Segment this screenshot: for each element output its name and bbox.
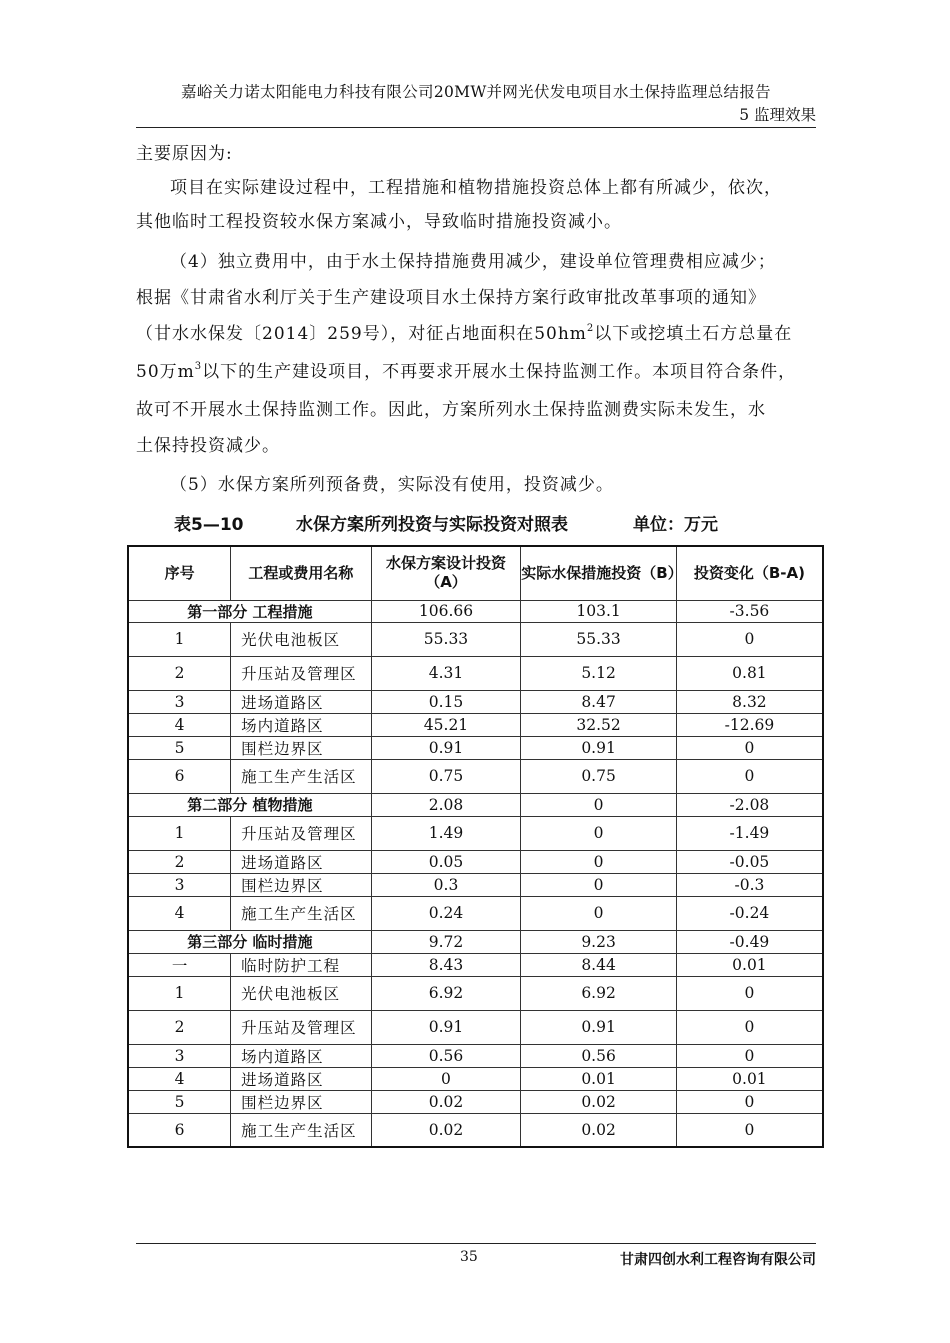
text-run: 以下的生产建设项目，不再要求开展水土保持监测工作。本项目符合条件， — [202, 362, 797, 382]
actual-investment-cell: 0.02 — [521, 1113, 677, 1147]
planned-investment-cell: 0.3 — [371, 873, 521, 896]
table-row — [128, 1113, 823, 1147]
item-name-cell: 升压站及管理区 — [231, 656, 372, 690]
investment-change-cell: -0.49 — [676, 930, 823, 953]
table-row — [128, 1090, 823, 1113]
table-row — [128, 690, 823, 713]
column-header: 实际水保措施投资（B） — [521, 546, 677, 600]
investment-change-cell: -3.56 — [676, 600, 823, 622]
table-row — [128, 736, 823, 759]
table-row — [128, 622, 823, 656]
paragraph-line — [136, 355, 816, 389]
header-title: 嘉峪关力诺太阳能电力科技有限公司20MW并网光伏发电项目水土保持监理总结报告 — [181, 83, 771, 101]
text-run: 以下或挖填土石方总量在 — [594, 324, 793, 344]
table-row — [128, 713, 823, 736]
seq-cell: 2 — [128, 850, 231, 873]
seq-cell: 2 — [128, 1010, 231, 1044]
actual-investment-cell: 103.1 — [521, 600, 677, 622]
table-row — [128, 1010, 823, 1044]
seq-cell: 2 — [128, 656, 231, 690]
investment-change-cell: 0 — [676, 736, 823, 759]
actual-investment-cell: 0.91 — [521, 736, 677, 759]
table-row — [128, 976, 823, 1010]
paragraph-line: （5）水保方案所列预备费，实际没有使用，投资减少。 — [170, 475, 614, 495]
item-name-cell: 升压站及管理区 — [231, 1010, 372, 1044]
investment-change-cell: 0.01 — [676, 1067, 823, 1090]
investment-comparison-table — [127, 545, 824, 1148]
planned-investment-cell: 0.91 — [371, 1010, 521, 1044]
planned-investment-cell: 2.08 — [371, 793, 521, 816]
actual-investment-cell: 0.75 — [521, 759, 677, 793]
seq-cell: 3 — [128, 1044, 231, 1067]
planned-investment-cell: 0.56 — [371, 1044, 521, 1067]
column-header: 投资变化（B-A) — [676, 546, 823, 600]
planned-investment-cell: 8.43 — [371, 953, 521, 976]
paragraph-line: 其他临时工程投资较水保方案减小，导致临时措施投资减小。 — [136, 212, 622, 232]
item-name-cell: 进场道路区 — [231, 850, 372, 873]
table-row — [128, 1044, 823, 1067]
planned-investment-cell: 0 — [371, 1067, 521, 1090]
column-header: 水保方案设计投资（A） — [371, 546, 521, 600]
seq-cell: 1 — [128, 976, 231, 1010]
table-row — [128, 759, 823, 793]
item-name-cell: 施工生产生活区 — [231, 1113, 372, 1147]
table-body — [128, 600, 823, 1147]
actual-investment-cell: 0 — [521, 896, 677, 930]
seq-cell: 1 — [128, 816, 231, 850]
table-row — [128, 896, 823, 930]
item-name-cell: 围栏边界区 — [231, 736, 372, 759]
investment-change-cell: 0 — [676, 1113, 823, 1147]
planned-investment-cell: 4.31 — [371, 656, 521, 690]
seq-cell: 4 — [128, 896, 231, 930]
actual-investment-cell: 0.56 — [521, 1044, 677, 1067]
seq-cell: 5 — [128, 736, 231, 759]
actual-investment-cell: 55.33 — [521, 622, 677, 656]
investment-change-cell: 0 — [676, 622, 823, 656]
table-unit: 单位：万元 — [633, 515, 718, 535]
text-run: 50万m — [136, 362, 195, 382]
table-number: 表5—10 — [174, 515, 244, 535]
page-number: 35 — [460, 1249, 478, 1265]
actual-investment-cell: 0 — [521, 816, 677, 850]
item-name-cell: 升压站及管理区 — [231, 816, 372, 850]
superscript: 2 — [586, 323, 595, 335]
planned-investment-cell: 0.05 — [371, 850, 521, 873]
item-name-cell: 光伏电池板区 — [231, 622, 372, 656]
actual-investment-cell: 9.23 — [521, 930, 677, 953]
table-row — [128, 1067, 823, 1090]
paragraph-line: （4）独立费用中，由于水土保持措施费用减少，建设单位管理费相应减少； — [170, 252, 776, 272]
item-name-cell: 施工生产生活区 — [231, 759, 372, 793]
column-header: 序号 — [128, 546, 231, 600]
table-section-row — [128, 930, 823, 953]
table-section-row — [128, 793, 823, 816]
item-name-cell: 围栏边界区 — [231, 873, 372, 896]
table-header-row — [128, 546, 823, 600]
planned-investment-cell: 9.72 — [371, 930, 521, 953]
planned-investment-cell: 1.49 — [371, 816, 521, 850]
investment-change-cell: 0 — [676, 1044, 823, 1067]
planned-investment-cell: 0.24 — [371, 896, 521, 930]
seq-cell: 4 — [128, 1067, 231, 1090]
planned-investment-cell: 0.75 — [371, 759, 521, 793]
investment-change-cell: 8.32 — [676, 690, 823, 713]
item-name-cell: 施工生产生活区 — [231, 896, 372, 930]
item-name-cell: 场内道路区 — [231, 713, 372, 736]
header-section: 5 监理效果 — [739, 106, 816, 124]
seq-cell: 6 — [128, 759, 231, 793]
seq-cell: 1 — [128, 622, 231, 656]
investment-change-cell: -0.24 — [676, 896, 823, 930]
investment-change-cell: 0 — [676, 976, 823, 1010]
table-row — [128, 816, 823, 850]
item-name-cell: 场内道路区 — [231, 1044, 372, 1067]
item-name-cell: 围栏边界区 — [231, 1090, 372, 1113]
paragraph-line — [136, 317, 816, 351]
seq-cell: 3 — [128, 690, 231, 713]
column-header: 工程或费用名称 — [231, 546, 372, 600]
investment-change-cell: -0.3 — [676, 873, 823, 896]
footer-organization: 甘肃四创水利工程咨询有限公司 — [620, 1252, 816, 1268]
item-name-cell: 进场道路区 — [231, 1067, 372, 1090]
planned-investment-cell: 0.02 — [371, 1090, 521, 1113]
superscript: 3 — [194, 361, 203, 373]
paragraph-line: 根据《甘肃省水利厅关于生产建设项目水土保持方案行政审批改革事项的通知》 — [136, 288, 766, 308]
table-title: 水保方案所列投资与实际投资对照表 — [296, 515, 568, 535]
item-name-cell: 临时防护工程 — [231, 953, 372, 976]
item-name-cell: 光伏电池板区 — [231, 976, 372, 1010]
text-run: （甘水水保发〔2014〕259号），对征占地面积在50hm — [136, 324, 587, 344]
investment-change-cell: -12.69 — [676, 713, 823, 736]
header-divider — [136, 127, 816, 128]
paragraph-reason-intro: 主要原因为: — [136, 144, 233, 164]
actual-investment-cell: 0.01 — [521, 1067, 677, 1090]
section-title-cell: 第三部分 临时措施 — [128, 930, 371, 953]
table-row — [128, 850, 823, 873]
actual-investment-cell: 8.47 — [521, 690, 677, 713]
actual-investment-cell: 0.02 — [521, 1090, 677, 1113]
table-row — [128, 873, 823, 896]
table-row — [128, 953, 823, 976]
item-name-cell: 进场道路区 — [231, 690, 372, 713]
investment-change-cell: 0 — [676, 759, 823, 793]
investment-change-cell: 0.01 — [676, 953, 823, 976]
actual-investment-cell: 32.52 — [521, 713, 677, 736]
planned-investment-cell: 0.02 — [371, 1113, 521, 1147]
seq-cell: 5 — [128, 1090, 231, 1113]
investment-change-cell: 0 — [676, 1010, 823, 1044]
actual-investment-cell: 8.44 — [521, 953, 677, 976]
planned-investment-cell: 55.33 — [371, 622, 521, 656]
planned-investment-cell: 0.15 — [371, 690, 521, 713]
table-caption — [136, 506, 816, 536]
actual-investment-cell: 0 — [521, 793, 677, 816]
paragraph-line: 故可不开展水土保持监测工作。因此，方案所列水土保持监测费实际未发生，水 — [136, 400, 766, 420]
actual-investment-cell: 0 — [521, 850, 677, 873]
seq-cell: 一 — [128, 953, 231, 976]
actual-investment-cell: 0.91 — [521, 1010, 677, 1044]
table-row — [128, 656, 823, 690]
seq-cell: 3 — [128, 873, 231, 896]
seq-cell: 6 — [128, 1113, 231, 1147]
planned-investment-cell: 106.66 — [371, 600, 521, 622]
actual-investment-cell: 6.92 — [521, 976, 677, 1010]
investment-change-cell: -2.08 — [676, 793, 823, 816]
planned-investment-cell: 45.21 — [371, 713, 521, 736]
actual-investment-cell: 5.12 — [521, 656, 677, 690]
section-title-cell: 第二部分 植物措施 — [128, 793, 371, 816]
investment-change-cell: 0.81 — [676, 656, 823, 690]
investment-change-cell: -1.49 — [676, 816, 823, 850]
actual-investment-cell: 0 — [521, 873, 677, 896]
investment-change-cell: 0 — [676, 1090, 823, 1113]
section-title-cell: 第一部分 工程措施 — [128, 600, 371, 622]
investment-change-cell: -0.05 — [676, 850, 823, 873]
planned-investment-cell: 0.91 — [371, 736, 521, 759]
paragraph-line: 项目在实际建设过程中，工程措施和植物措施投资总体上都有所减少，依次， — [170, 178, 782, 198]
planned-investment-cell: 6.92 — [371, 976, 521, 1010]
seq-cell: 4 — [128, 713, 231, 736]
table-section-row — [128, 600, 823, 622]
footer-divider — [136, 1243, 816, 1244]
paragraph-line: 土保持投资减少。 — [136, 436, 280, 456]
